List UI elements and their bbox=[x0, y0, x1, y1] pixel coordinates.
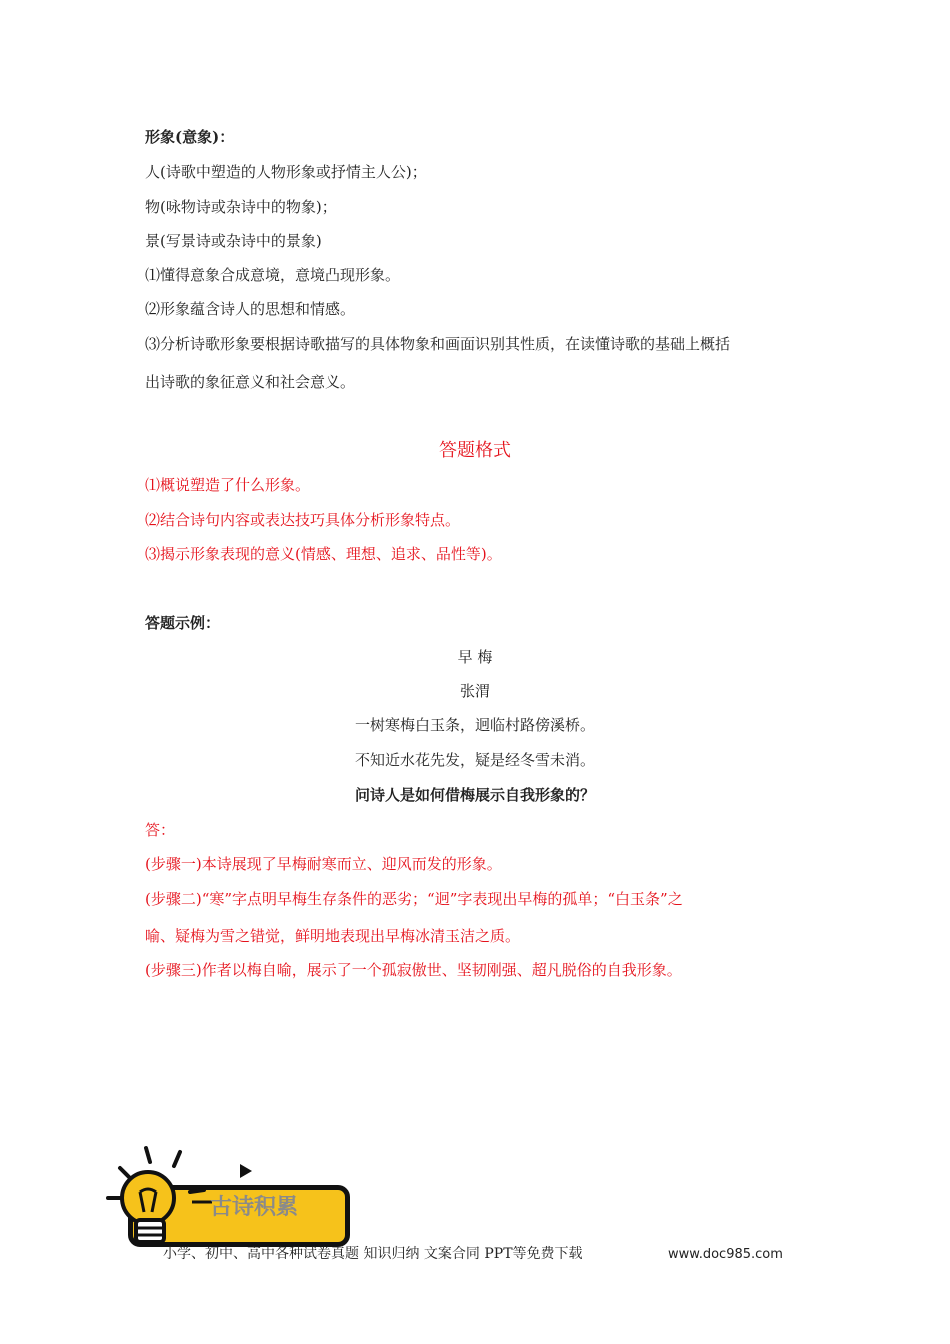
intro-line: 人(诗歌中塑造的人物形象或抒情主人公)； bbox=[145, 163, 427, 181]
intro-line: ⑵形象蕴含诗人的思想和情感。 bbox=[145, 300, 356, 318]
badge-label: 古诗积累 bbox=[210, 1195, 299, 1220]
intro-heading: 形象(意象)： bbox=[145, 128, 235, 146]
intro-line: ⑴懂得意象合成意境，意境凸现形象。 bbox=[145, 266, 401, 284]
format-title: 答题格式 bbox=[439, 440, 511, 461]
poem-author: 张渭 bbox=[459, 682, 490, 700]
poem-title: 早 梅 bbox=[457, 648, 493, 666]
intro-line: 景(写景诗或杂诗中的景象) bbox=[145, 232, 322, 250]
poem-line: 不知近水花先发，疑是经冬雪未消。 bbox=[354, 751, 595, 769]
intro-line: 物(咏物诗或杂诗中的物象)； bbox=[145, 198, 337, 216]
answer-line: (步骤三)作者以梅自喻，展示了一个孤寂傲世、坚韧刚强、超凡脱俗的自我形象。 bbox=[145, 961, 682, 979]
answer-label: 答： bbox=[145, 821, 176, 839]
example-heading: 答题示例： bbox=[145, 614, 221, 632]
answer-line: (步骤一)本诗展现了早梅耐寒而立、迎风而发的形象。 bbox=[145, 855, 502, 873]
format-step: ⑵结合诗句内容或表达技巧具体分析形象特点。 bbox=[145, 511, 461, 529]
example-question: 问诗人是如何借梅展示自我形象的？ bbox=[354, 786, 595, 804]
answer-line: (步骤二)“寒”字点明早梅生存条件的恶劣；“迥”字表现出早梅的孤单；“白玉条”之 bbox=[145, 890, 683, 908]
answer-line: 喻、疑梅为雪之错觉，鲜明地表现出早梅冰清玉洁之质。 bbox=[145, 927, 521, 945]
intro-line: 出诗歌的象征意义和社会意义。 bbox=[145, 373, 356, 391]
format-step: ⑶揭示形象表现的意义(情感、理想、追求、品性等)。 bbox=[145, 545, 502, 563]
poem-line: 一树寒梅白玉条，迥临村路傍溪桥。 bbox=[354, 716, 595, 734]
section-badge bbox=[100, 1140, 370, 1260]
intro-line: ⑶分析诗歌形象要根据诗歌描写的具体物象和画面识别其性质，在读懂诗歌的基础上概括 bbox=[145, 335, 731, 353]
footer-url[interactable]: www.doc985.com bbox=[668, 1247, 783, 1262]
footer-text: 小学、初中、高中各种试卷真题 知识归纳 文案合同 PPT等免费下载 bbox=[163, 1246, 583, 1262]
format-step: ⑴概说塑造了什么形象。 bbox=[145, 476, 311, 494]
